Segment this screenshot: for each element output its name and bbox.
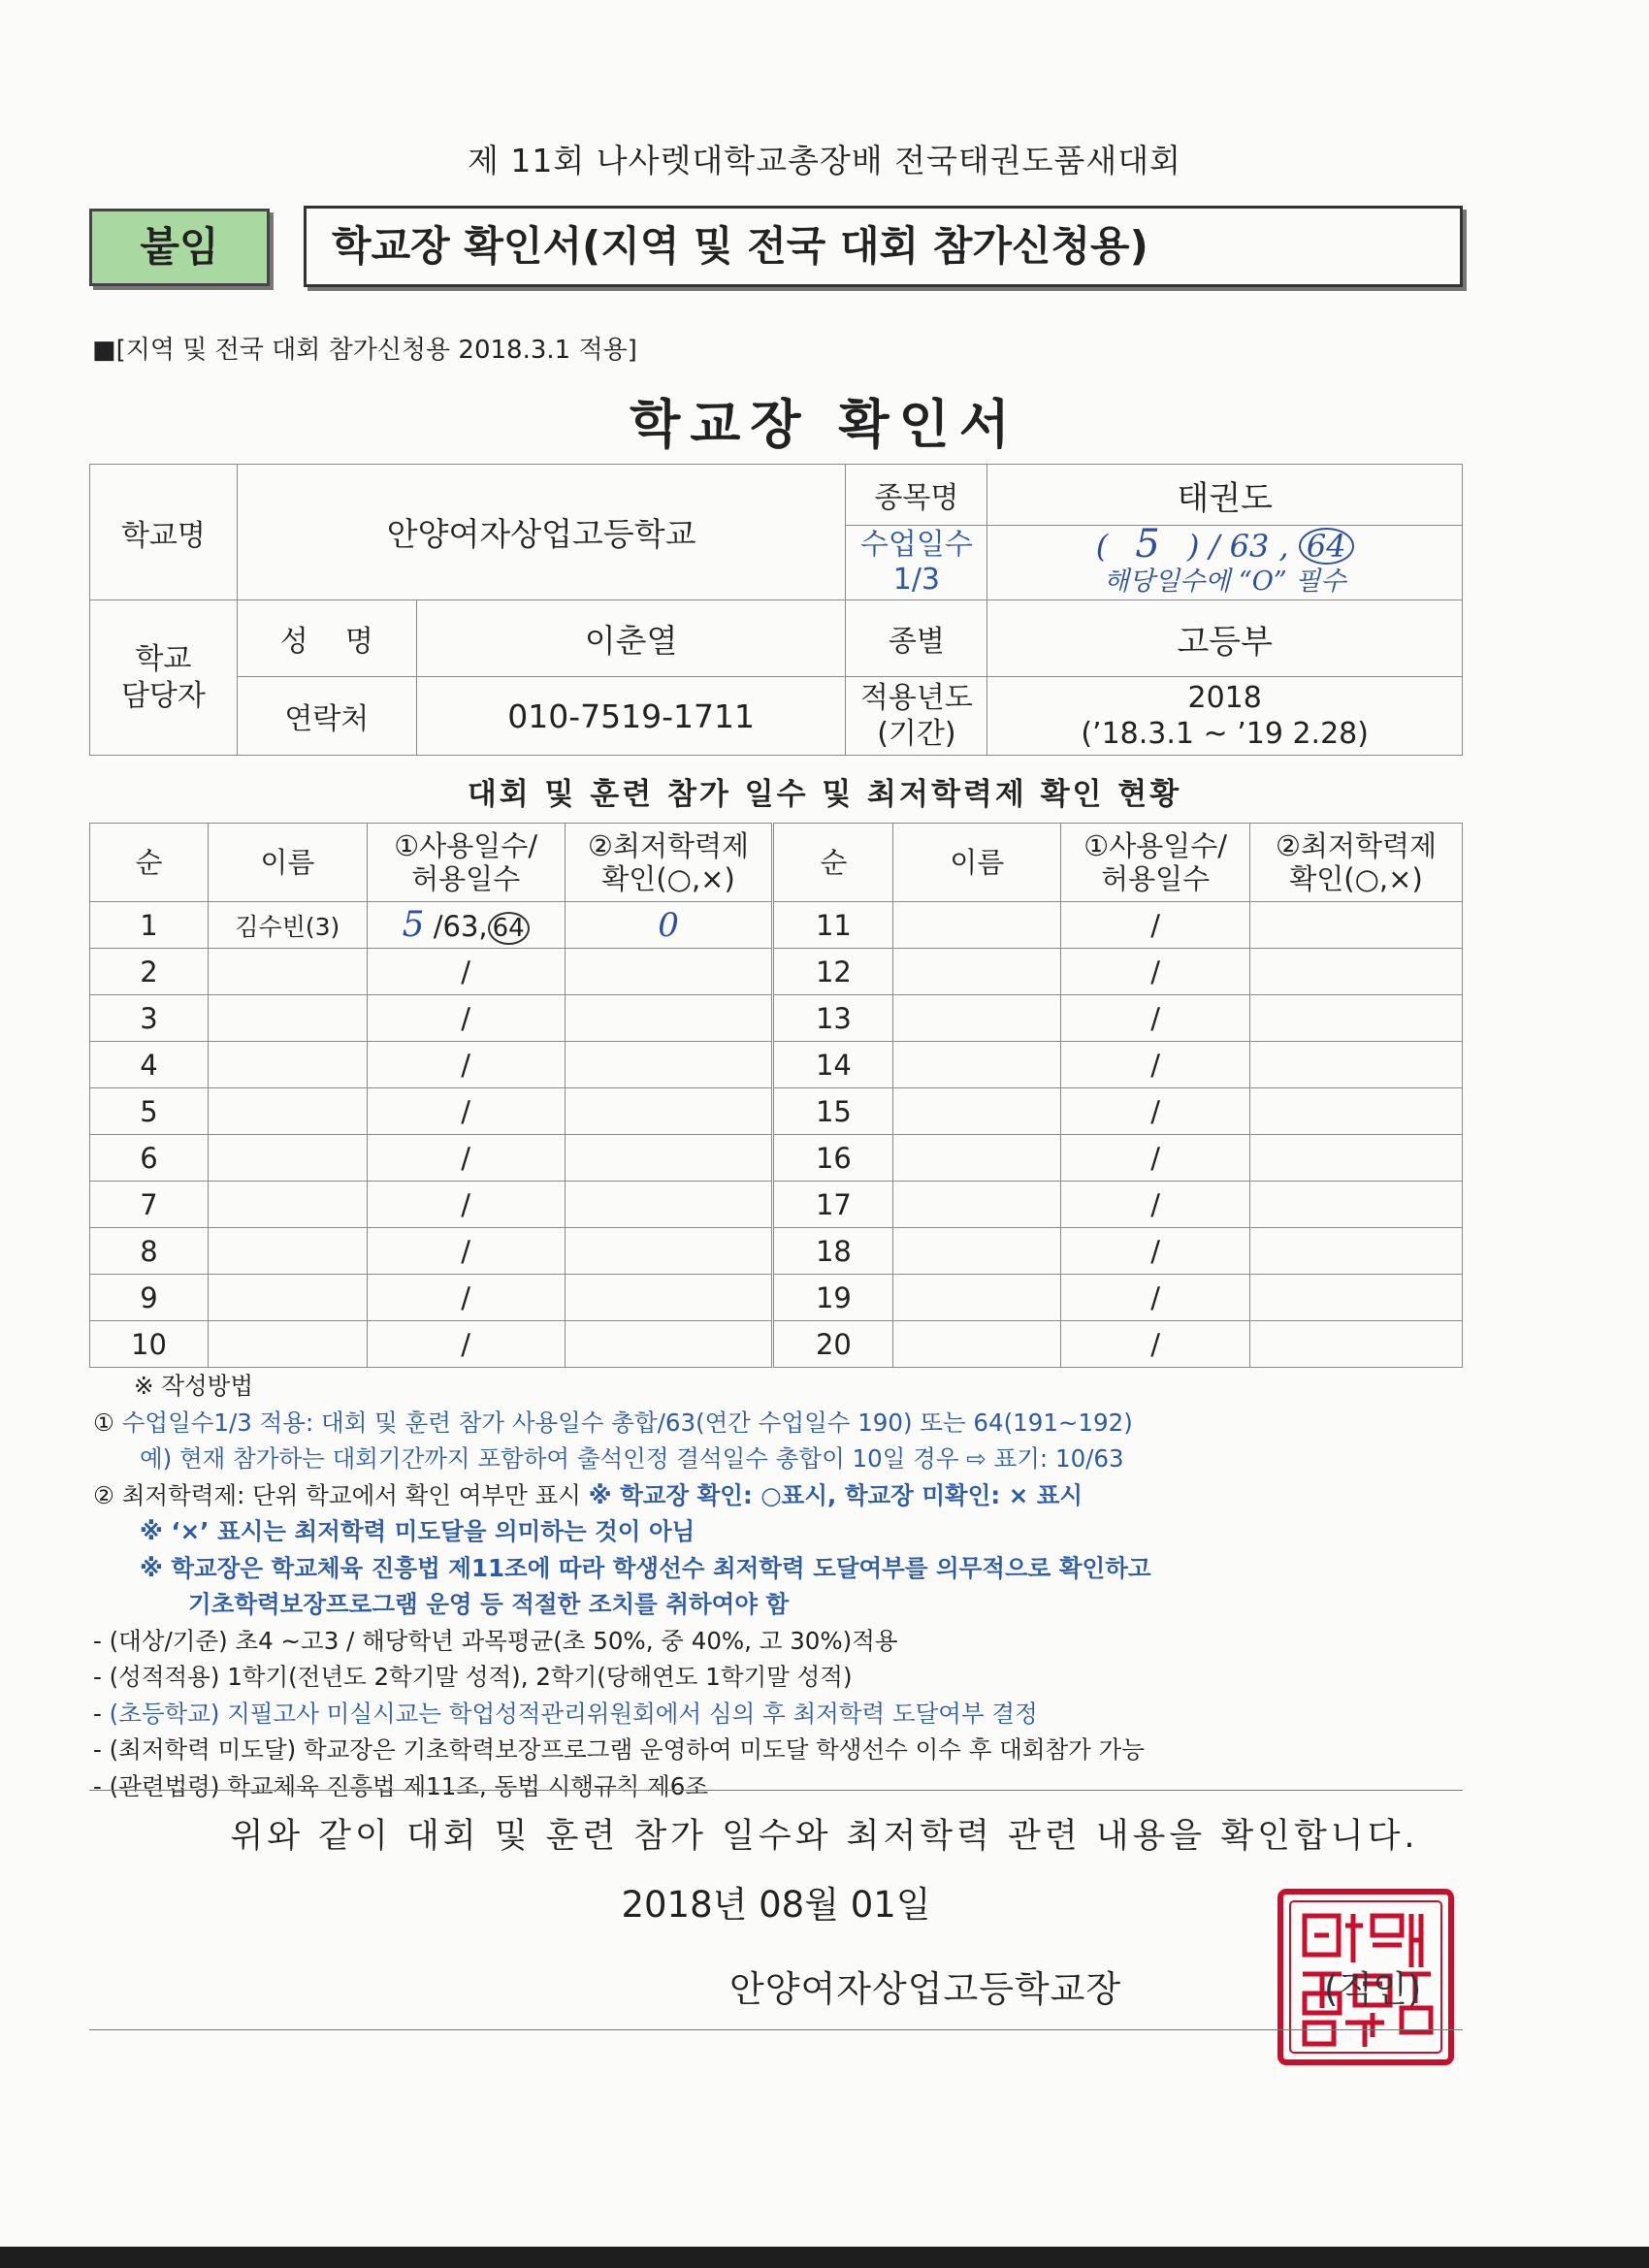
section-title: 대회 및 훈련 참가 일수 및 최저학력제 확인 현황: [467, 777, 1182, 812]
row-days-right: /: [1061, 1275, 1250, 1321]
manager-label-1: 학교: [135, 641, 192, 676]
header-name: 이름: [208, 824, 367, 902]
row-no: 8: [90, 1228, 209, 1275]
row-name: [208, 1228, 367, 1275]
days-note: 해당일수에 “O” 필수: [1103, 566, 1346, 597]
note-d3: [93, 1696, 1471, 1733]
year-value: [987, 677, 1463, 756]
row-min-check: [565, 1321, 773, 1368]
row-days-circled: 64: [488, 912, 530, 945]
row-name-right: [893, 1228, 1061, 1275]
row-min-right: [1250, 1228, 1463, 1275]
row-name: [208, 995, 367, 1042]
row-name: [208, 1275, 367, 1321]
header-no-2: 순: [773, 824, 893, 902]
row-days: /: [367, 1275, 565, 1321]
row-no-right: 18: [773, 1228, 893, 1275]
status-body: [90, 824, 1463, 1368]
notes-section: [93, 1368, 1471, 1804]
header-box: 학교장 확인서(지역 및 전국 대회 참가신청용): [304, 206, 1463, 287]
row-no-right: 13: [773, 995, 893, 1042]
note-d3-text: (초등학교) 지필고사 미실시교는 학업성적관리위원회에서 심의 후 최저학력 도달여부 결정: [109, 1699, 1038, 1728]
scan-edge: [0, 2247, 1649, 2268]
row-days: /: [367, 949, 565, 995]
year-value-2: (’18.3.1 ~ ’19 2.28): [1081, 717, 1369, 751]
row-days: /: [367, 1135, 565, 1182]
divider-bottom: [89, 2029, 1463, 2030]
row-no: 1: [90, 902, 209, 949]
row-days-printed: /63,: [433, 910, 488, 943]
name-label: 성 명: [237, 600, 416, 677]
contact-value: 010-7519-1711: [416, 677, 846, 756]
row-min-right: [1250, 949, 1463, 995]
note-d5: - (관련법령) 학교체육 진흥법 제11조, 동법 시행규칙 제6조: [93, 1771, 709, 1800]
school-days-label-2: 1/3: [892, 563, 941, 597]
row-no: 3: [90, 995, 209, 1042]
row-days: /: [367, 1228, 565, 1275]
row-min-right: [1250, 1182, 1463, 1228]
principal-name: 안양여자상업고등학교장: [729, 1968, 1122, 2010]
row-days-right: /: [1061, 1321, 1250, 1368]
row-min-check: [565, 1042, 773, 1088]
row-no-right: 11: [773, 902, 893, 949]
row-min-right: [1250, 1135, 1463, 1182]
row-name: [208, 949, 367, 995]
row-min-check: [565, 995, 773, 1042]
notes-heading: ※ 작성방법: [134, 1372, 253, 1400]
note-2: [93, 1477, 1471, 1514]
contact-label: 연락처: [237, 677, 416, 756]
row-min-check: [565, 1135, 773, 1182]
info-table: [89, 464, 1463, 756]
note-2-sub1: ※ ‘×’ 표시는 최저학력 미도달을 의미하는 것이 아님: [140, 1517, 695, 1545]
table-row: [90, 1228, 1463, 1275]
days-hand-value: 5: [1135, 521, 1160, 567]
row-days-right: /: [1061, 949, 1250, 995]
row-name: [208, 1182, 367, 1228]
table-row: [90, 1042, 1463, 1088]
row-days-hand: 5: [402, 905, 425, 945]
header-days: [367, 824, 565, 902]
row-name-right: [893, 902, 1061, 949]
doc-title: 학교장 확인서: [630, 394, 1019, 455]
note-2-sub2b: 기초학력보장프로그램 운영 등 적절한 조치를 취하여야 함: [188, 1590, 790, 1618]
row-name: [208, 1135, 367, 1182]
header-min-1: ②최저학력제: [588, 829, 750, 862]
row-days: /: [367, 995, 565, 1042]
header-days-1: ①사용일수/: [394, 829, 538, 862]
header-min-r: [1250, 824, 1463, 902]
row-name-right: [893, 1321, 1061, 1368]
row-min-right: [1250, 1042, 1463, 1088]
event-title: 제 11회 나사렛대학교총장배 전국태권도품새대회: [467, 142, 1182, 179]
row-min-check: [565, 1182, 773, 1228]
row-days-right: /: [1061, 1042, 1250, 1088]
row-no-right: 15: [773, 1088, 893, 1135]
year-label-1: 적용년도: [859, 681, 973, 715]
row-days: /: [367, 1088, 565, 1135]
row-min-right: [1250, 1275, 1463, 1321]
row-no: 7: [90, 1182, 209, 1228]
header-min: [565, 824, 773, 902]
row-days: [367, 902, 565, 949]
row-no-right: 17: [773, 1182, 893, 1228]
row-name-right: [893, 949, 1061, 995]
row-days-right: /: [1061, 1228, 1250, 1275]
note-2-text-b: ※ 학교장 확인: ○표시, 학교장 미확인: × 표시: [588, 1480, 1083, 1509]
days-close-part: ) / 63 ,: [1187, 527, 1289, 565]
table-row: [90, 1275, 1463, 1321]
days-open-paren: (: [1095, 527, 1109, 565]
row-days-right: /: [1061, 995, 1250, 1042]
school-days-value: [987, 521, 1463, 600]
note-1-example: 예) 현재 참가하는 대회기간까지 포함하여 출석인정 결석일수 총합이 10일 경우 ⇨ 표기: 10/63: [140, 1444, 1124, 1473]
row-no-right: 20: [773, 1321, 893, 1368]
row-no-right: 16: [773, 1135, 893, 1182]
status-table: [89, 823, 1463, 1368]
school-name: 안양여자상업고등학교: [237, 465, 846, 600]
note-1-text: 수업일수1/3 적용: 대회 및 훈련 참가 사용일수 총합/63(연간 수업일수 190) 또는 64(191~192): [121, 1408, 1133, 1437]
table-row: [90, 995, 1463, 1042]
name-value: 이춘열: [416, 600, 846, 677]
row-name-right: [893, 1182, 1061, 1228]
note-1: [93, 1405, 1471, 1442]
row-days: /: [367, 1042, 565, 1088]
header-min-2: 확인(○,×): [601, 862, 735, 895]
apply-note: ■[지역 및 전국 대회 참가신청용 2018.3.1 적용]: [92, 336, 637, 365]
row-name: 김수빈(3): [208, 902, 367, 949]
table-row: [90, 1135, 1463, 1182]
row-min-check: [565, 1228, 773, 1275]
row-min-right: [1250, 1088, 1463, 1135]
row-min-check: 0: [565, 902, 773, 949]
row-name-right: [893, 1275, 1061, 1321]
date: 2018년 08월 01일: [621, 1884, 931, 1926]
year-value-1: 2018: [1187, 681, 1262, 715]
year-label-2: (기간): [877, 717, 956, 751]
year-label: [846, 677, 987, 756]
row-days-right: /: [1061, 902, 1250, 949]
row-name-right: [893, 995, 1061, 1042]
manager-label-2: 담당자: [120, 678, 206, 713]
row-no-right: 12: [773, 949, 893, 995]
row-no-right: 19: [773, 1275, 893, 1321]
attachment-badge: 붙임: [89, 209, 270, 286]
sport-value: 태권도: [987, 465, 1463, 526]
header-min-r-1: ②최저학력제: [1275, 829, 1438, 862]
row-name-right: [893, 1042, 1061, 1088]
header-days-2: 허용일수: [411, 862, 521, 895]
row-days: /: [367, 1321, 565, 1368]
row-min-check: [565, 949, 773, 995]
school-label: 학교명: [90, 465, 238, 600]
header-min-r-2: 확인(○,×): [1289, 862, 1423, 895]
row-no: 2: [90, 949, 209, 995]
table-row: [90, 1182, 1463, 1228]
row-min-right: [1250, 995, 1463, 1042]
table-row: [90, 902, 1463, 949]
confirm-text: 위와 같이 대회 및 훈련 참가 일수와 최저학력 관련 내용을 확인합니다.: [230, 1817, 1419, 1856]
row-min-check: [565, 1275, 773, 1321]
divider-top: [89, 1790, 1463, 1791]
row-days-right: /: [1061, 1182, 1250, 1228]
row-name-right: [893, 1088, 1061, 1135]
row-min-right: [1250, 1321, 1463, 1368]
row-name: [208, 1088, 367, 1135]
header-name-2: 이름: [893, 824, 1061, 902]
note-2-sub2: ※ 학교장은 학교체육 진흥법 제11조에 따라 학생선수 최저학력 도달여부를 의무적으로 확인하고: [140, 1553, 1151, 1582]
row-name-right: [893, 1135, 1061, 1182]
row-min-check: [565, 1088, 773, 1135]
note-2-text-a: 최저학력제: 단위 학교에서 확인 여부만 표시: [121, 1480, 581, 1509]
category-value: 고등부: [987, 600, 1463, 677]
note-2-mark: ②: [93, 1480, 114, 1509]
row-no: 6: [90, 1135, 209, 1182]
row-name: [208, 1042, 367, 1088]
note-d3-prefix: -: [93, 1699, 110, 1728]
row-min-right: [1250, 902, 1463, 949]
note-d1: - (대상/기준) 초4 ~고3 / 해당학년 과목평균(초 50%, 중 40%, 고 30%)적용: [93, 1626, 898, 1655]
row-no: 5: [90, 1088, 209, 1135]
header-days-r: [1061, 824, 1250, 902]
manager-label: [90, 600, 238, 756]
header-days-r-2: 허용일수: [1101, 862, 1211, 895]
table-row: [90, 1321, 1463, 1368]
sport-label: 종목명: [846, 465, 987, 526]
row-no-right: 14: [773, 1042, 893, 1088]
note-1-mark: ①: [93, 1408, 114, 1437]
school-days-handwritten: [987, 521, 1462, 567]
seal-label: (직인): [1324, 1968, 1422, 2010]
row-days: /: [367, 1182, 565, 1228]
row-no: 9: [90, 1275, 209, 1321]
note-d2: - (성적적용) 1학기(전년도 2학기말 성적), 2학기(당해연도 1학기말 성적): [93, 1663, 853, 1691]
table-row: [90, 1088, 1463, 1135]
school-days-label: [846, 526, 987, 600]
row-no: 10: [90, 1321, 209, 1368]
school-days-label-1: 수업일수: [859, 528, 973, 562]
row-name: [208, 1321, 367, 1368]
table-row: [90, 949, 1463, 995]
header-no: 순: [90, 824, 209, 902]
status-header-row: [90, 824, 1463, 902]
row-days-right: /: [1061, 1088, 1250, 1135]
header-days-r-1: ①사용일수/: [1083, 829, 1228, 862]
days-circled-value: 64: [1299, 528, 1354, 565]
row-days-right: /: [1061, 1135, 1250, 1182]
category-label: 종별: [846, 600, 987, 677]
note-d4: - (최저학력 미도달) 학교장은 기초학력보장프로그램 운영하여 미도달 학생선수 이수 후 대회참가 가능: [93, 1735, 1145, 1764]
row-no: 4: [90, 1042, 209, 1088]
